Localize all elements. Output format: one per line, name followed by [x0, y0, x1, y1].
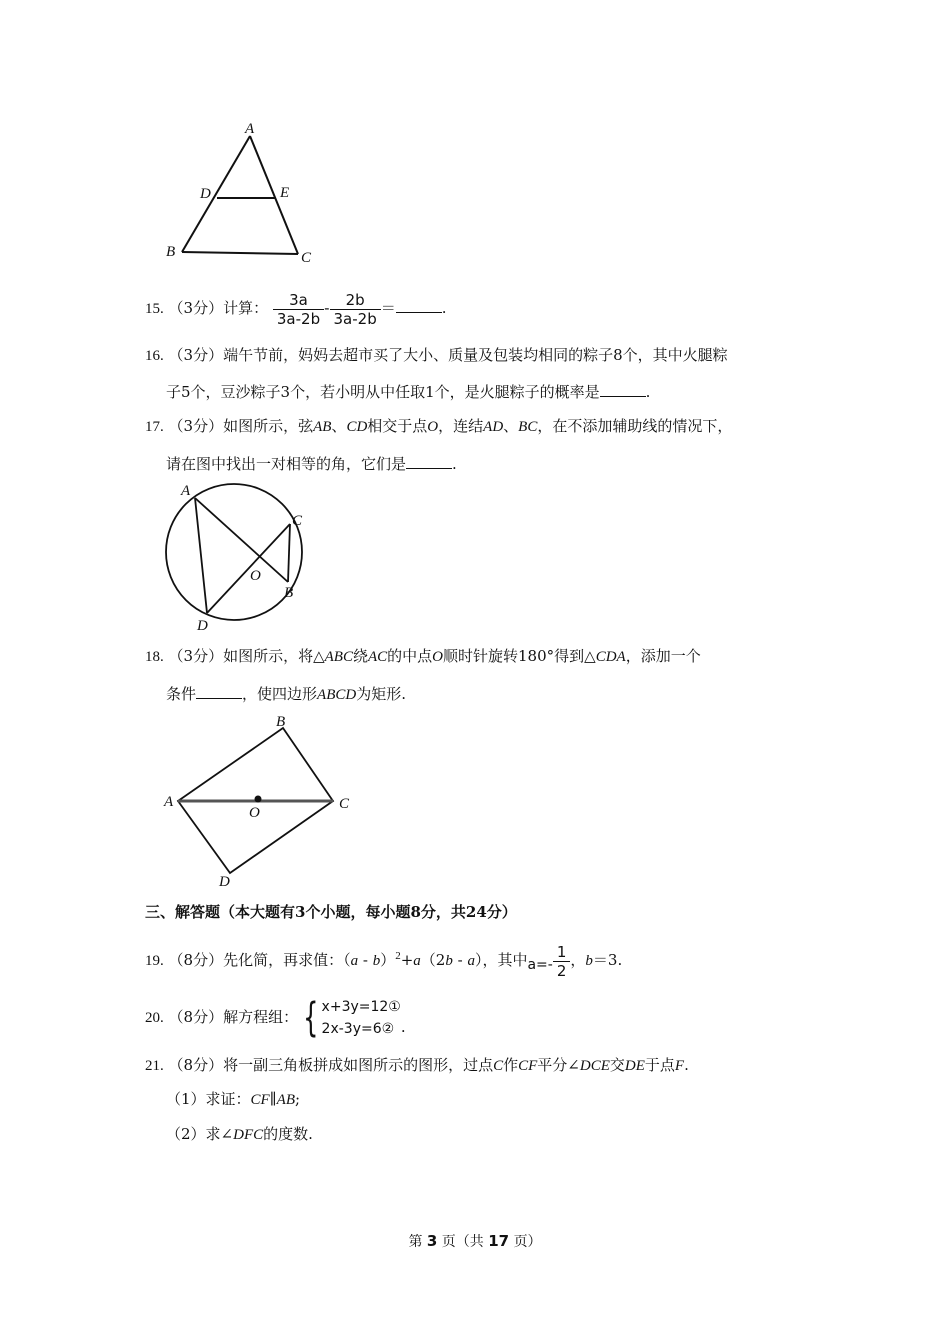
segment-ab — [182, 136, 250, 252]
q21-text-2: 作 — [503, 1056, 519, 1074]
label-d: D — [200, 186, 211, 202]
label-e: E — [280, 185, 290, 201]
q15-end: . — [441, 299, 447, 317]
label-d: D — [219, 874, 230, 890]
circle — [166, 484, 302, 620]
q20-equation-system — [298, 995, 401, 1041]
q20-equation-2: 2x-3y=6② — [321, 1021, 395, 1037]
q19-text: 先化简，再求值：（ — [223, 951, 351, 969]
q21-part2-label: （2）求∠ — [166, 1125, 234, 1143]
question-19 — [145, 936, 622, 985]
q15-frac2-denominator: 3a-2b — [333, 309, 377, 328]
q19-paren-close: ） — [380, 951, 396, 969]
question-16-line-1 — [145, 345, 728, 366]
q18-text-8: 为矩形. — [356, 685, 406, 703]
label-d: D — [197, 618, 208, 634]
q21-cf: CF — [518, 1058, 538, 1074]
question-15 — [145, 288, 447, 329]
label-b: B — [276, 714, 286, 730]
q21-number: 21. — [145, 1058, 164, 1074]
question-17-line-2 — [166, 454, 457, 474]
q21-text-5: 于点 — [644, 1056, 675, 1074]
q17-text-6: ，在不添加辅助线的情况下， — [537, 417, 733, 435]
segment-bc — [288, 524, 290, 582]
q18-ac: AC — [367, 649, 388, 665]
q21-c: C — [493, 1058, 504, 1074]
q17-number: 17. — [145, 419, 164, 435]
q19-number: 19. — [145, 953, 164, 969]
label-o: O — [250, 568, 261, 584]
q17-ab: AB — [313, 419, 332, 435]
q18-text-2: 绕 — [352, 647, 368, 665]
q15-fraction-2 — [330, 291, 381, 328]
figure-parallelogram — [158, 708, 363, 893]
page-footer — [0, 1231, 950, 1252]
segment-ac — [250, 136, 298, 254]
q20-end: . — [400, 1018, 406, 1036]
question-18-line-2 — [166, 684, 406, 705]
q17-ad: AD — [483, 419, 504, 435]
q19-minus-2: - — [452, 951, 468, 969]
question-21-part-2 — [166, 1124, 313, 1145]
question-16-line-2 — [166, 382, 650, 402]
figure-triangle-de-bc — [158, 118, 328, 268]
q20-equation-1: x+3y=12① — [321, 999, 401, 1015]
chord-cd — [207, 524, 290, 613]
q18-score: （3分） — [168, 647, 224, 665]
q17-answer-blank — [406, 454, 452, 469]
q17-end: . — [452, 455, 457, 473]
q20-number: 20. — [145, 1010, 164, 1026]
footer-prefix: 第 — [408, 1234, 423, 1250]
q19-a1: a — [350, 953, 359, 969]
q19-frac-denominator: 2 — [556, 961, 567, 980]
question-18-line-1 — [145, 646, 701, 667]
q15-frac2-numerator: 2b — [330, 291, 381, 310]
q19-minus-1: - — [358, 951, 373, 969]
label-o: O — [249, 805, 260, 821]
q18-cda: CDA — [595, 649, 626, 665]
q17-score: （3分） — [168, 417, 224, 435]
question-21-part-1 — [166, 1089, 300, 1110]
q17-text-1: 如图所示，弦 — [223, 417, 314, 435]
q21-score: （8分） — [168, 1056, 224, 1074]
q21-dce: DCE — [579, 1058, 610, 1074]
q19-a-equals: a=- — [527, 957, 553, 973]
label-b: B — [284, 585, 294, 601]
q19-plus: + — [400, 951, 414, 969]
section-3-heading — [145, 902, 517, 922]
q19-exponent: 2 — [395, 950, 401, 962]
q21-text-6: . — [684, 1056, 689, 1074]
label-c: C — [292, 513, 303, 529]
q17-o: O — [427, 419, 439, 435]
q16-text-1: 端午节前，妈妈去超市买了大小、质量及包装均相同的粽子8个，其中火腿粽 — [223, 346, 728, 364]
q16-answer-blank — [600, 382, 646, 397]
q20-score: （8分） — [168, 1008, 224, 1026]
label-c: C — [339, 796, 350, 812]
q17-bc: BC — [518, 419, 538, 435]
q17-text-2: 、 — [331, 417, 347, 435]
q16-end: . — [645, 383, 651, 401]
q19-a3: a — [467, 953, 475, 969]
q21-part1-end: ; — [294, 1090, 301, 1108]
q19-b3: b — [585, 953, 593, 969]
q18-text-4: 顺时针旋转180°得到△ — [443, 647, 596, 665]
q17-text-5: 、 — [503, 417, 519, 435]
footer-page-number: 3 — [426, 1232, 438, 1250]
q18-text-7: ，使四边形 — [242, 685, 318, 703]
question-17-line-1 — [145, 416, 732, 437]
q15-text: 计算： — [223, 299, 269, 317]
q18-text-5: ，添加一个 — [625, 647, 701, 665]
q16-text-2: 子5个，豆沙粽子3个，若小明从中任取1个，是火腿粽子的概率是 — [166, 383, 600, 401]
q18-abcd: ABCD — [317, 687, 357, 703]
section-3-title: 三、解答题（本大题有3个小题，每小题8分，共24分） — [145, 903, 517, 921]
question-20 — [145, 994, 406, 1050]
q18-abc: ABC — [324, 649, 353, 665]
figure-circle-chords — [155, 480, 315, 635]
q15-minus: - — [324, 299, 330, 317]
q17-cd: CD — [346, 419, 368, 435]
q21-text-1: 将一副三角板拼成如图所示的图形，过点 — [223, 1056, 494, 1074]
q19-a2: a — [413, 953, 421, 969]
q18-text-1: 如图所示，将△ — [223, 647, 325, 665]
q16-score: （3分） — [168, 346, 224, 364]
q18-answer-blank — [196, 684, 242, 699]
footer-suffix: 页） — [513, 1234, 542, 1250]
q15-equals: ＝ — [380, 299, 396, 317]
q20-brace: { — [303, 995, 319, 1041]
label-b: B — [166, 244, 176, 260]
q18-number: 18. — [145, 649, 164, 665]
q21-part2-text: 的度数. — [263, 1125, 313, 1143]
label-a: A — [245, 121, 255, 137]
q21-text-3: 平分∠ — [537, 1056, 580, 1074]
q21-f: F — [674, 1058, 685, 1074]
q21-part2-dfc: DFC — [233, 1127, 264, 1143]
segment-bc — [182, 252, 298, 254]
q15-number: 15. — [145, 301, 164, 317]
label-a: A — [164, 794, 174, 810]
q19-frac-numerator: 1 — [553, 943, 571, 962]
q16-number: 16. — [145, 348, 164, 364]
q18-o: O — [432, 649, 444, 665]
q21-part1-label: （1）求证： — [166, 1090, 251, 1108]
label-c: C — [301, 250, 312, 266]
q15-fraction-1 — [273, 291, 324, 328]
q21-part1-ab: AB — [276, 1092, 295, 1108]
q21-part1-parallel: ∥ — [269, 1090, 277, 1108]
q17-text-3: 相交于点 — [367, 417, 428, 435]
q15-answer-blank — [396, 298, 442, 313]
midpoint-o — [255, 796, 262, 803]
q19-b-equals: ＝3. — [592, 951, 623, 969]
q18-text-3: 的中点 — [387, 647, 433, 665]
footer-total-pages: 17 — [488, 1232, 510, 1250]
q20-text: 解方程组： — [223, 1008, 299, 1026]
q15-frac1-denominator: 3a-2b — [276, 309, 321, 328]
q21-de: DE — [624, 1058, 645, 1074]
q19-b2: b — [445, 953, 453, 969]
q19-fraction — [553, 943, 571, 980]
q19-sep: ， — [570, 951, 586, 969]
q17-text-4: ，连结 — [438, 417, 484, 435]
footer-middle: 页（共 — [441, 1234, 484, 1250]
q19-score: （8分） — [168, 951, 224, 969]
segment-ad — [195, 498, 207, 613]
q19-paren-3: ），其中 — [474, 951, 528, 969]
q19-b1: b — [372, 953, 381, 969]
q21-text-4: 交 — [609, 1056, 625, 1074]
q18-text-6: 条件 — [166, 685, 197, 703]
q17-text-7: 请在图中找出一对相等的角，它们是 — [166, 455, 407, 473]
q21-part1-cf: CF — [250, 1092, 270, 1108]
question-21-line-1 — [145, 1055, 689, 1076]
label-a: A — [181, 483, 191, 499]
q15-frac1-numerator: 3a — [273, 291, 324, 310]
q19-paren-2: （2 — [420, 951, 446, 969]
q20-equation-rows — [322, 996, 401, 1040]
q15-score: （3分） — [168, 299, 224, 317]
